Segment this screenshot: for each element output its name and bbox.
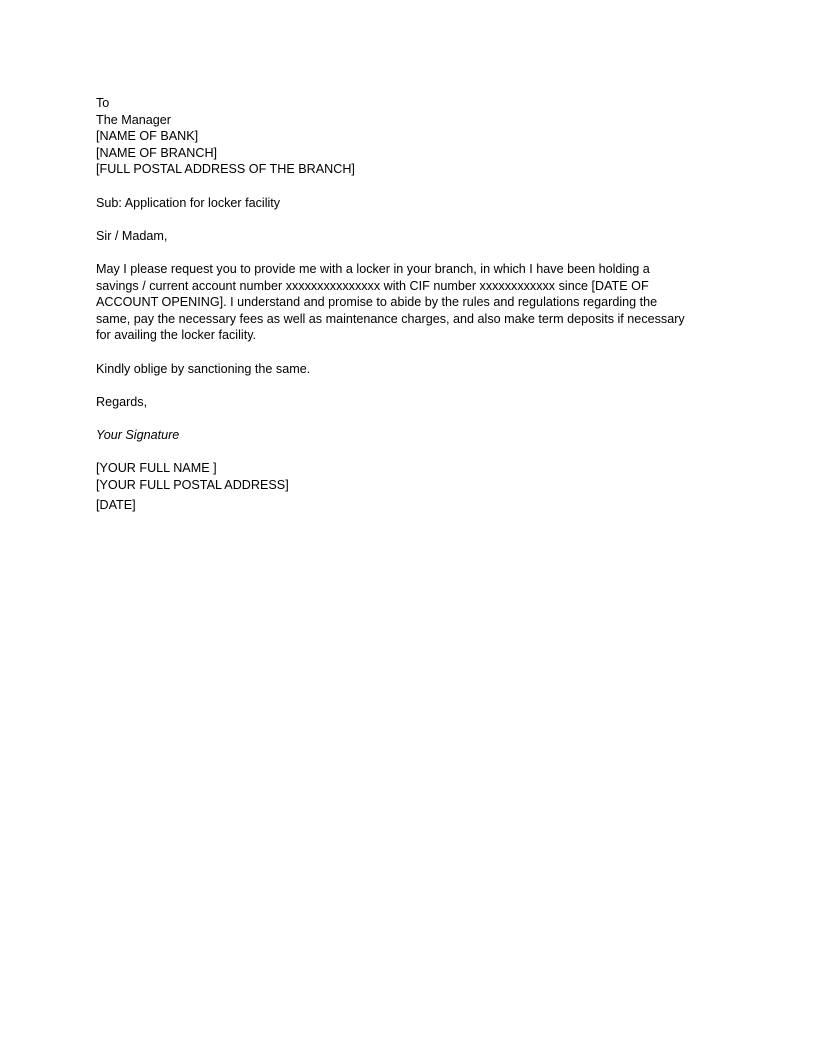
spacer	[96, 178, 712, 195]
spacer	[96, 211, 712, 228]
salutation: Sir / Madam,	[96, 228, 168, 243]
recipient-branch-name: [NAME OF BRANCH]	[96, 145, 218, 160]
letter-body	[96, 95, 712, 514]
recipient-to: To	[96, 96, 110, 110]
body-line: ACCOUNT OPENING]. I understand and promise to abide by the rules and regulations regarding the	[96, 295, 658, 310]
signature-placeholder: Your Signature	[96, 427, 180, 442]
spacer	[96, 410, 712, 427]
letter-date: [DATE]	[96, 498, 136, 513]
sender-full-name: [YOUR FULL NAME ]	[96, 461, 217, 476]
spacer	[96, 443, 712, 460]
recipient-title: The Manager	[96, 112, 171, 127]
body-line: May I please request you to provide me with a locker in your branch, in which I have been holding a	[96, 261, 650, 276]
spacer	[96, 344, 712, 361]
body-paragraph-1	[96, 261, 712, 344]
recipient-branch-address: [FULL POSTAL ADDRESS OF THE BRANCH]	[96, 162, 355, 177]
sender-postal-address: [YOUR FULL POSTAL ADDRESS]	[96, 477, 289, 492]
closing-regards: Regards,	[96, 394, 148, 409]
body-line: savings / current account number xxxxxxxxxxxxxxx with CIF number xxxxxxxxxxxx since [DATE OF	[96, 278, 649, 293]
spacer	[96, 377, 712, 394]
subject-line: Sub: Application for locker facility	[96, 195, 281, 210]
recipient-bank-name: [NAME OF BANK]	[96, 129, 199, 144]
body-paragraph-2: Kindly oblige by sanctioning the same.	[96, 361, 311, 376]
body-line: for availing the locker facility.	[96, 328, 257, 343]
spacer	[96, 244, 712, 261]
recipient-block	[96, 95, 712, 178]
body-line: same, pay the necessary fees as well as maintenance charges, and also make term deposits if necessary	[96, 311, 685, 326]
